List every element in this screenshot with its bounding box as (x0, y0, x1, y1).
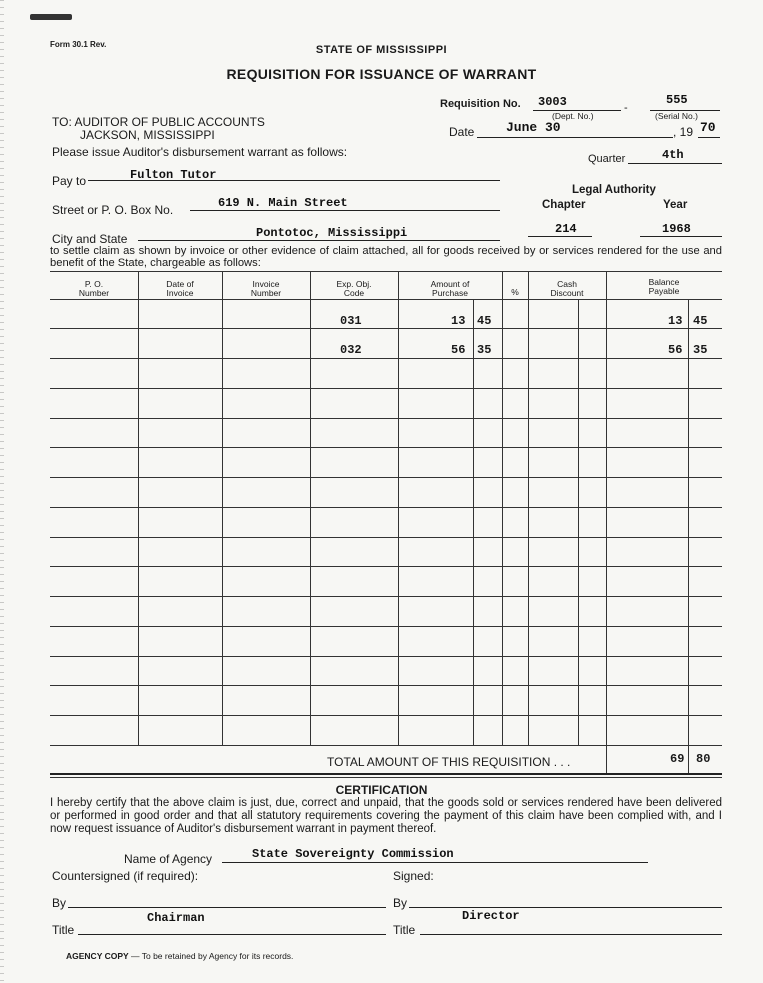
title-label-right: Title (393, 923, 416, 937)
row2-balance-cents: 35 (693, 343, 708, 357)
table-top-rule (50, 271, 722, 272)
row-rule (50, 566, 722, 567)
countersigned-label: Countersigned (if required): (52, 869, 199, 883)
requisition-dash: - (624, 102, 628, 114)
settle-claim-text: to settle claim as shown by invoice or other evidence of claim attached, all for goods received by or services rendered for the use and benefit of the State, chargeable as follows: (50, 245, 722, 269)
to-auditor: TO: AUDITOR OF PUBLIC ACCOUNTS (52, 115, 265, 129)
legal-authority-label: Legal Authority (572, 184, 656, 196)
row-rule (50, 685, 722, 686)
by-line-right (409, 907, 722, 908)
row-rule (50, 477, 722, 478)
col-divider (502, 271, 503, 745)
col-cash-discount: Cash Discount (550, 279, 584, 298)
row-rule (50, 418, 722, 419)
col-divider (606, 271, 607, 775)
col-divider-cents (578, 299, 579, 745)
right-title-value: Director (462, 909, 520, 923)
by-label-left: By (52, 896, 67, 910)
chapter-value: 214 (555, 222, 577, 236)
col-balance-payable: Balance Payable (648, 277, 680, 296)
to-city: JACKSON, MISSISSIPPI (80, 128, 215, 142)
agency-name-label: Name of Agency (124, 852, 213, 866)
row-rule (50, 626, 722, 627)
row2-obj-code: 032 (340, 343, 362, 357)
row1-balance-cents: 45 (693, 314, 708, 328)
col-divider (398, 271, 399, 745)
table-header-rule (50, 299, 722, 300)
col-divider (528, 271, 529, 745)
row1-obj-code: 031 (340, 314, 362, 328)
quarter-label: Quarter (588, 153, 626, 165)
col-date-of-invoice: Date of Invoice (166, 279, 194, 298)
serial-no-value: 555 (666, 93, 688, 107)
city-value: Pontotoc, Mississippi (256, 226, 408, 240)
city-label: City and State (52, 232, 128, 246)
col-amount-of-purchase: Amount of Purchase (430, 279, 470, 298)
stamp-mark (30, 14, 72, 20)
year-line (698, 137, 720, 138)
city-line (138, 240, 500, 241)
footer-note (66, 951, 293, 961)
col-invoice-number: Invoice Number (250, 279, 282, 298)
row-rule (50, 745, 722, 746)
left-title-value: Chairman (147, 911, 205, 925)
row-rule (50, 328, 722, 329)
total-rule (50, 773, 722, 775)
by-label-right: By (393, 896, 408, 910)
date-value: June 30 (506, 120, 561, 135)
col-divider (310, 271, 311, 745)
chapter-label: Chapter (542, 199, 586, 211)
date-century: , 19 (673, 125, 694, 139)
dept-no-caption: (Dept. No.) (552, 111, 594, 121)
col-po-number: P. O. Number (78, 279, 110, 298)
col-divider-cents (473, 299, 474, 745)
signed-label: Signed: (393, 869, 434, 883)
row-rule (50, 507, 722, 508)
row-rule (50, 715, 722, 716)
agency-copy-text: — To be retained by Agency for its records. (128, 951, 294, 961)
year-label: Year (663, 199, 688, 211)
pay-to-value: Fulton Tutor (130, 168, 217, 182)
street-value: 619 N. Main Street (218, 196, 348, 210)
row1-amount-dollars: 13 (451, 314, 466, 328)
title-line-left (78, 934, 386, 935)
col-percent: % (511, 287, 519, 297)
state-heading: STATE OF MISSISSIPPI (315, 44, 448, 56)
total-dollars: 69 (670, 752, 685, 766)
agency-name-value: State Sovereignty Commission (252, 847, 454, 861)
issue-instruction: Please issue Auditor's disbursement warrant as follows: (52, 145, 348, 159)
scan-edge-artifact (0, 0, 4, 983)
certification-text: I hereby certify that the above claim is just, due, correct and unpaid, that the goods sold or services rendered have been delivered or performed in good order and that all statutory requirements covering the payment of this claim have been complied with, and I now request issuance of Auditor's disbursement warrant in payment thereof. (50, 797, 722, 835)
chapter-line (528, 236, 592, 237)
pay-to-label: Pay to (52, 174, 87, 188)
street-line (190, 210, 500, 211)
row2-balance-dollars: 56 (668, 343, 683, 357)
street-label: Street or P. O. Box No. (52, 203, 174, 217)
by-line-left (68, 907, 386, 908)
date-line (477, 137, 673, 138)
year-value: 1968 (662, 222, 691, 236)
row-rule (50, 656, 722, 657)
row1-balance-dollars: 13 (668, 314, 683, 328)
row1-amount-cents: 45 (477, 314, 492, 328)
row-rule (50, 358, 722, 359)
agency-copy-label: AGENCY COPY (66, 951, 129, 961)
quarter-value: 4th (662, 148, 684, 162)
row-rule (50, 596, 722, 597)
row-rule (50, 388, 722, 389)
title-line-right (420, 934, 722, 935)
date-label: Date (449, 125, 475, 139)
row2-amount-dollars: 56 (451, 343, 466, 357)
total-rule-double (50, 777, 722, 778)
agency-name-line (222, 862, 648, 863)
form-number: Form 30.1 Rev. (50, 40, 107, 49)
title-label-left: Title (52, 923, 75, 937)
requisition-label: Requisition No. (440, 98, 521, 110)
certification-title: CERTIFICATION (335, 783, 428, 797)
form-title: REQUISITION FOR ISSUANCE OF WARRANT (226, 66, 537, 82)
total-cents: 80 (696, 752, 711, 766)
col-divider (222, 271, 223, 745)
dept-no-value: 3003 (538, 95, 567, 109)
col-divider (138, 271, 139, 745)
row-rule (50, 447, 722, 448)
serial-no-caption: (Serial No.) (655, 111, 698, 121)
row2-amount-cents: 35 (477, 343, 492, 357)
year-value-line (640, 236, 722, 237)
date-year: 70 (700, 120, 716, 135)
quarter-line (628, 163, 722, 164)
row-rule (50, 537, 722, 538)
col-exp-obj-code: Exp. Obj. Code (336, 279, 372, 298)
total-label: TOTAL AMOUNT OF THIS REQUISITION . . . (327, 755, 571, 769)
